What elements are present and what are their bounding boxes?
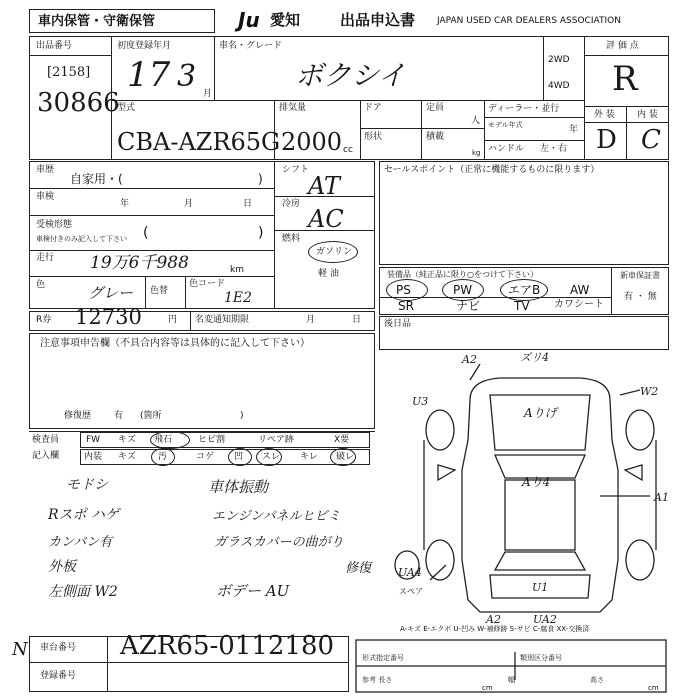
insp-int-rub: スレ <box>262 452 281 462</box>
divider <box>484 140 584 141</box>
insp-int-cut: キレ <box>300 452 318 462</box>
chassis-value: AZR65-0112180 <box>120 631 335 661</box>
divider <box>185 276 186 309</box>
note-left-3: カンバン有 <box>48 535 113 550</box>
divider <box>214 36 215 100</box>
history-close: ) <box>258 172 263 186</box>
divider <box>111 100 584 101</box>
width-label: 幅 <box>508 676 515 684</box>
warranty-label: 新車保証書 <box>620 271 660 280</box>
divider <box>107 636 108 692</box>
grade-label: 評 価 点 <box>606 41 639 51</box>
storage-title: 車内保管・守衛保管 <box>38 14 156 29</box>
mark-roof: Aり4 <box>522 475 551 489</box>
inspection-label: 車検 <box>36 192 55 202</box>
equip-seat: カワシート <box>554 299 604 310</box>
load-label: 積載 <box>426 132 445 142</box>
lot-label: 出品番号 <box>36 41 73 51</box>
note-right-5: ボデー AU <box>216 582 290 600</box>
car-name-label: 車名・グレード <box>219 41 283 51</box>
rear-items-box <box>379 316 669 350</box>
note-left-2: Rスポ ハゲ <box>48 507 119 523</box>
ext-label: 外 装 <box>594 110 615 120</box>
note-left-4: 外板 <box>48 559 76 575</box>
divider <box>29 276 274 277</box>
mark-top-a2: A2 <box>462 353 477 366</box>
divider <box>29 250 274 251</box>
org-english: JAPAN USED CAR DEALERS ASSOCIATION <box>437 16 621 26</box>
history-value: 自家用・( <box>70 172 123 186</box>
lot-number: 30866 <box>37 88 120 118</box>
inspection-day: 日 <box>243 199 253 209</box>
capacity-label: 定員 <box>426 103 445 113</box>
divider <box>29 188 274 189</box>
divider <box>484 117 584 118</box>
note-left-5: 左側面 W2 <box>48 584 118 600</box>
insp-fw: FW <box>86 435 101 445</box>
shift-value: AT <box>308 172 341 200</box>
first-reg-label: 初度登録年月 <box>117 41 172 51</box>
equip-pw: PW <box>453 283 473 297</box>
note-right-2: エンジンパネルヒビミ <box>212 509 341 524</box>
model-value: CBA-AZR65G <box>117 128 281 156</box>
insp-x: X要 <box>334 435 350 445</box>
notice-day: 日 <box>352 315 362 325</box>
dent-circle <box>228 448 252 466</box>
divider <box>626 106 627 160</box>
mileage-label: 走行 <box>36 253 55 263</box>
insp-tobi: 飛石 <box>154 435 173 445</box>
displacement-label: 排気量 <box>279 103 307 113</box>
height-unit: cm <box>648 684 659 692</box>
equip-airbag: エアB <box>508 283 541 297</box>
warranty-opts: 有 ・ 無 <box>624 292 657 302</box>
insp-int-kizu: キズ <box>118 452 136 462</box>
repair-close: ) <box>240 411 244 421</box>
ju-logo: Ju <box>238 8 260 32</box>
recv-open: ( <box>143 225 149 241</box>
divider <box>360 128 484 129</box>
dealer-label: ディーラー・並行 <box>488 104 560 114</box>
stain-circle <box>151 448 175 466</box>
int-value: C <box>641 125 661 155</box>
mark-rear-left: UA4 <box>398 566 422 579</box>
damage-legend: A-キズ E-エクボ U-凹み W-補修跡 S-サビ C-腐食 XX-交換済 <box>400 625 590 633</box>
month-unit: 月 <box>203 89 213 99</box>
form-title: 出品申込書 <box>340 11 416 29</box>
displacement-value: 2000 <box>281 128 343 156</box>
repair-label: 修復歴 <box>64 411 92 421</box>
divider <box>29 662 349 663</box>
insp-int-tear: 破レ <box>336 452 355 462</box>
plate-label: 登録番号 <box>40 671 77 681</box>
mark-front-w2: W2 <box>640 385 659 398</box>
equip-circle <box>386 279 428 301</box>
tear-circle <box>330 448 356 466</box>
insp-int-stain: 汚 <box>158 452 168 462</box>
stone-circle <box>150 431 190 449</box>
insp-int-dent: 凹 <box>234 452 244 462</box>
equip-sr: SR <box>398 299 414 313</box>
rub-circle <box>256 448 282 466</box>
mark-top-zu: ズリ4 <box>520 351 549 364</box>
door-label: ドア <box>364 103 382 113</box>
equipment-label: 装備品（純正品に限り○をつけて下さい） <box>387 270 538 279</box>
color-code-value: 1E2 <box>224 290 253 306</box>
color-value: グレー <box>88 284 134 302</box>
divider <box>29 55 111 56</box>
mileage-unit: km <box>230 265 244 275</box>
first-reg-year: 17 <box>127 55 171 95</box>
chassis-corner: N <box>12 639 28 660</box>
sales-point-label: セールスポイント（正常に機能するものに限ります） <box>384 165 600 175</box>
cooler-label: 冷房 <box>282 199 301 209</box>
history-label: 車歴 <box>36 165 55 175</box>
rear-items-label: 後日品 <box>384 319 412 329</box>
length-label: 参考 長さ <box>362 676 393 684</box>
divider <box>190 311 191 331</box>
color-label: 色 <box>36 280 46 290</box>
notice-label: 名変通知期限 <box>195 315 250 325</box>
notice-month: 月 <box>306 315 316 325</box>
capacity-unit: 人 <box>471 116 481 126</box>
color-code-label: 色コード <box>189 279 226 289</box>
divider <box>584 55 669 56</box>
equip-aw: AW <box>570 283 590 297</box>
inspector-label-2: 記入欄 <box>32 451 60 461</box>
inspection-year: 年 <box>120 199 130 209</box>
mark-left-u3: U3 <box>412 395 429 408</box>
shift-label: シフト <box>282 165 310 175</box>
mark-bottom-ua2: UA2 <box>533 613 557 626</box>
repair-value: 有 <box>114 411 124 421</box>
equip-circle <box>442 279 484 301</box>
fuel-gasoline: ガソリン <box>316 247 353 257</box>
car-name-value: ボクシイ <box>295 59 406 92</box>
divider <box>421 100 422 160</box>
recycle-label: R券 <box>36 315 52 325</box>
insp-repair: リペア跡 <box>258 435 294 445</box>
org-name: 愛知 <box>270 11 301 29</box>
mileage-value: 19万6千988 <box>90 253 189 273</box>
divider <box>29 215 274 216</box>
fuel-label: 燃料 <box>282 234 301 244</box>
recv-note: 車検付きのみ記入して下さい <box>36 235 127 243</box>
divider <box>145 276 146 309</box>
mark-hood: Aりげ <box>524 406 557 420</box>
ext-value: D <box>596 125 617 155</box>
equip-circle <box>500 279 548 301</box>
note-left-1: モドシ <box>66 477 108 493</box>
model-year-label: モデル年式 <box>488 121 523 129</box>
fuel-circle <box>308 241 358 263</box>
height-label: 高さ <box>590 676 604 684</box>
form-number-label: 形式指定番号 <box>362 654 404 662</box>
mark-rear-u: U1 <box>532 581 549 594</box>
remarks-label: 注意事項申告欄（不具合内容等は具体的に記入して下さい） <box>40 338 310 349</box>
chassis-label: 車台番号 <box>40 643 77 653</box>
mark-side-a1: A1 <box>654 491 669 504</box>
class-number-label: 類別区分番号 <box>520 654 562 662</box>
recycle-value: 12730 <box>75 305 142 329</box>
divider <box>611 267 612 315</box>
insp-hibi: ヒビ割 <box>198 435 226 445</box>
inspection-month: 月 <box>184 199 194 209</box>
cooler-value: AC <box>308 205 344 233</box>
equip-navi: ナビ <box>456 299 481 313</box>
insp-kizu: キズ <box>118 435 136 445</box>
note-right-4: 修復 <box>345 561 372 576</box>
year-unit: 年 <box>569 125 579 135</box>
int-label: 内 装 <box>637 110 658 120</box>
color-change-label: 色替 <box>150 286 169 296</box>
note-right-3: ガラスカバーの曲がり <box>214 535 344 550</box>
divider <box>360 100 361 160</box>
repair-place: (箇所 <box>140 411 162 421</box>
equip-ps: PS <box>396 283 411 297</box>
handle-label: ハンドル <box>488 144 525 154</box>
lot-small: [2158] <box>47 65 91 80</box>
equip-tv: TV <box>514 299 530 313</box>
recv-close: ) <box>258 225 264 241</box>
recycle-unit: 円 <box>168 315 178 325</box>
first-reg-month: 3 <box>177 59 197 94</box>
divider <box>484 100 485 160</box>
divider <box>543 36 544 100</box>
note-right-1: 車体振動 <box>208 478 269 496</box>
model-label: 型式 <box>117 103 136 113</box>
length-unit: cm <box>482 684 493 692</box>
fuel-diesel: 軽 油 <box>318 269 339 279</box>
displacement-unit: cc <box>343 145 353 155</box>
load-unit: kg <box>472 149 481 157</box>
mark-bottom-a2: A2 <box>486 613 501 626</box>
handle-opts: 左・右 <box>540 144 568 154</box>
inspector-label: 検査員 <box>32 435 60 445</box>
shape-label: 形状 <box>364 132 383 142</box>
insp-int-burn: コゲ <box>196 452 215 462</box>
drive-2wd: 2WD <box>548 55 570 65</box>
sales-block <box>379 161 669 265</box>
recv-label: 受検形態 <box>36 220 73 230</box>
insp-int: 内装 <box>84 452 103 462</box>
drive-4wd: 4WD <box>548 81 570 91</box>
spare-label: スペア <box>399 587 423 596</box>
grade-value: R <box>612 59 638 99</box>
divider <box>274 161 275 309</box>
